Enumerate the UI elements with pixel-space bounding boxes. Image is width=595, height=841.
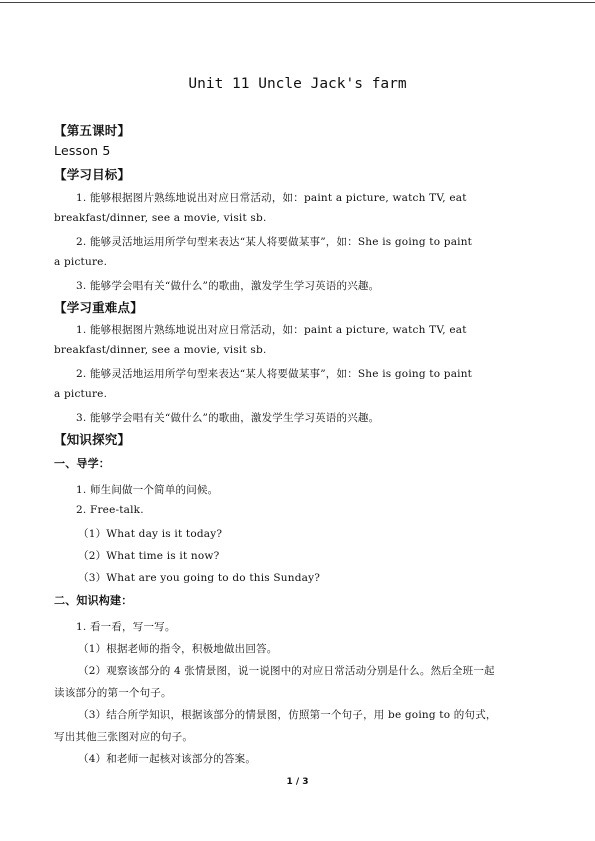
goals-item-1-cont: breakfast/dinner, see a movie, visit sb. (54, 212, 267, 224)
section-period-heading: 【第五课时】 (54, 123, 131, 138)
keys-item-2: 2. 能够灵活地运用所学句型来表达“某人将要做某事”，如：She is going to paint (76, 368, 473, 380)
goals-item-2-cont: a picture. (54, 256, 108, 268)
keys-item-1: 1. 能够根据图片熟练地说出对应日常活动，如：paint a picture, watch TV, eat (76, 324, 467, 336)
explore-heading: 【知识探究】 (54, 432, 131, 447)
document-title: Unit 11 Uncle Jack's farm (188, 76, 407, 92)
goals-item-2: 2. 能够灵活地运用所学句型来表达“某人将要做某事”，如：She is going to paint (76, 236, 473, 248)
guide-heading: 一、导学： (54, 457, 110, 470)
goals-item-3: 3. 能够学会唱有关“做什么”的歌曲，激发学生学习英语的兴趣。 (76, 280, 380, 292)
build-step-3-cont: 写出其他三张图对应的句子。 (54, 731, 194, 743)
build-heading: 二、知识构建： (54, 594, 133, 607)
keys-item-2-cont: a picture. (54, 388, 108, 400)
guide-item-1: 1. 师生间做一个简单的问候。 (76, 484, 219, 496)
guide-question-3: （3）What are you going to do this Sunday? (78, 572, 321, 584)
keys-item-1-cont: breakfast/dinner, see a movie, visit sb. (54, 344, 267, 356)
build-step-3: （3）结合所学知识，根据该部分的情景图，仿照第一个句子，用 be going to 的句式， (78, 709, 497, 721)
goals-item-1: 1. 能够根据图片熟练地说出对应日常活动，如：paint a picture, watch TV, eat (76, 192, 467, 204)
keys-item-3: 3. 能够学会唱有关“做什么”的歌曲，激发学生学习英语的兴趣。 (76, 412, 380, 424)
guide-item-2: 2. Free-talk. (76, 504, 144, 516)
page-number: 1 / 3 (286, 777, 309, 787)
lesson-label: Lesson 5 (54, 143, 111, 158)
goals-heading: 【学习目标】 (54, 167, 131, 182)
guide-question-1: （1）What day is it today? (78, 528, 223, 540)
guide-question-2: （2）What time is it now? (78, 550, 220, 562)
build-step-1: （1）根据老师的指令，积极地做出回答。 (78, 643, 278, 655)
build-step-2: （2）观察该部分的 4 张情景图，说一说图中的对应日常活动分别是什么。然后全班一起 (78, 665, 495, 677)
build-step-4: （4）和老师一起核对该部分的答案。 (78, 753, 257, 765)
build-step-2-cont: 读该部分的第一个句子。 (54, 687, 172, 699)
keys-heading: 【学习重难点】 (54, 300, 143, 315)
top-rule (0, 2, 595, 3)
build-item-1: 1. 看一看，写一写。 (76, 621, 176, 633)
